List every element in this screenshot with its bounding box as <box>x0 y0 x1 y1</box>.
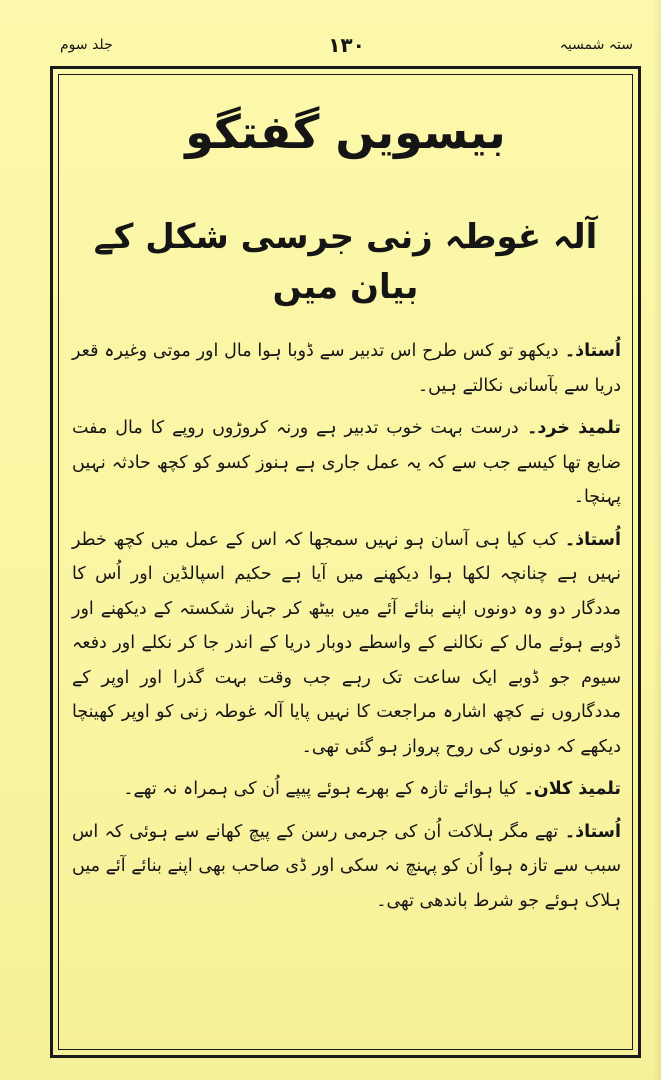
speaker-label: اُستاذ۔ <box>557 529 621 550</box>
chapter-subtitle: آلہ غوطہ زنی جرسی شکل کے بیان میں <box>93 217 598 307</box>
volume-label: جلد سوم <box>60 37 113 53</box>
chapter-title: بیسویں گفتگو <box>185 105 506 159</box>
dialogue-body <box>66 334 625 918</box>
paragraph-text: کیا ہوائے تازہ کے بھرے ہوئے پیپے اُن کی ہمراہ نہ تھے۔ <box>123 779 518 799</box>
paragraph-text: کب کیا ہی آسان ہو نہیں سمجھا کہ اس کے عمل میں کچھ خطر نہیں ہے چنانچہ لکھا ہوا دیکھنے میں آیا ہے حکیم اسپالڈین اور اُس کا مددگار دو وہ دونوں اپنے بنائے آئے میں بیٹھ کر جہاز شکستہ کے دیکھنے اور ڈوبے ہوئے مال کے نکالنے کے واسطے دوبار دریا کے اندر جا کر نکلے اور دفعہ سیوم جو ڈوبے ایک ساعت تک رہے جب وقت بہت گذرا اور اوپر کے مددگاروں نے کچھ اشارہ مراجعت کا نہیں پایا آلہ غوطہ زنی کو اوپر کھینچا دیکھے کہ دونوں کی روح پرواز ہو گئی تھی۔ <box>72 529 621 757</box>
page-edge-shadow <box>653 0 661 1080</box>
dialogue-paragraph <box>72 815 621 919</box>
speaker-label: اُستاذ۔ <box>558 821 622 842</box>
paragraph-text: دیکھو تو کس طرح اس تدبیر سے ڈوبا ہوا مال اور موتی وغیرہ قعر دریا سے بآسانی نکالتے ہیں۔ <box>72 341 621 396</box>
dialogue-paragraph <box>72 523 621 765</box>
dialogue-paragraph <box>72 411 621 515</box>
speaker-label: اُستاذ۔ <box>558 341 622 361</box>
speaker-label: تلمیذ خرد۔ <box>518 418 621 438</box>
dialogue-paragraph <box>72 334 621 403</box>
paragraph-text: درست بہت خوب تدبیر ہے ورنہ کروڑوں روپے کا مال مفت ضایع تھا کیسے جب سے کہ یہ عمل جاری ہے ہنوز کسو کو کچھ حادثہ نہیں پہنچا۔ <box>72 418 621 507</box>
page-number: ۱۳۰ <box>328 33 365 57</box>
paragraph-text: تھے مگر ہلاکت اُن کی جرمی رسن کے پیچ کھانے سے ہوئی کہ اس سبب سے تازہ ہوا اُن کو پہنچ نہ سکی اور ڈی صاحب بھی اپنے بنائے آئے میں ہلاک ہوئے جو شرط باندھی تھی۔ <box>72 821 621 911</box>
speaker-label: تلمیذ کلان۔ <box>517 779 621 799</box>
dialogue-paragraph <box>72 772 621 807</box>
running-header <box>60 30 633 60</box>
book-title: ستہ شمسیہ <box>559 37 633 53</box>
page-content <box>66 82 625 1042</box>
